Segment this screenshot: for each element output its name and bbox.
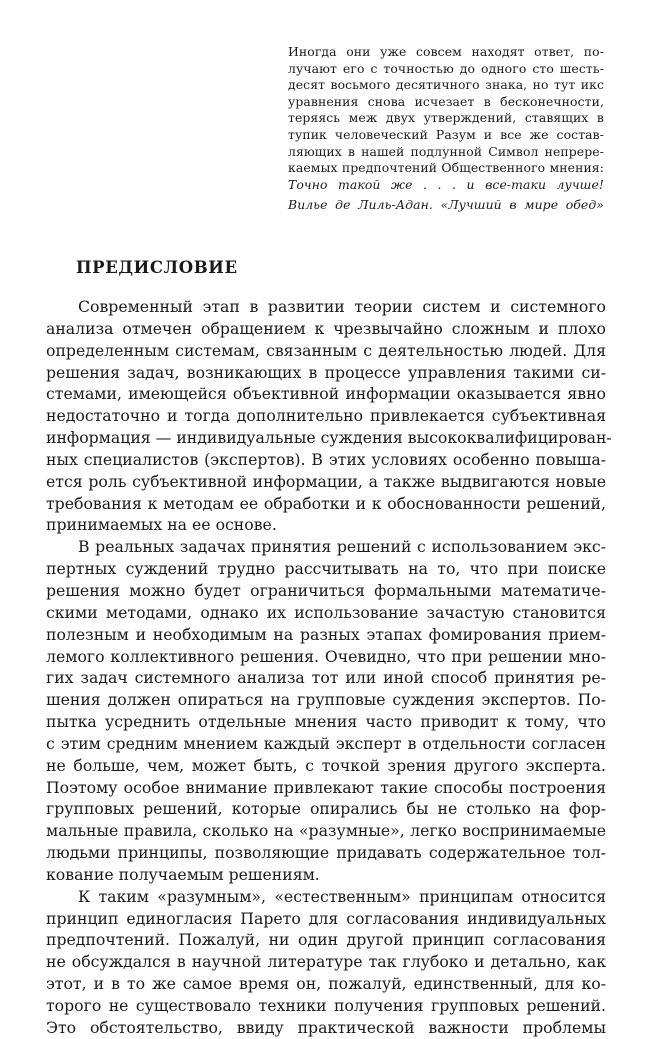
text-line: не обсуждался в научной литературе так глубоко и детально, как bbox=[46, 952, 606, 972]
epigraph-attribution: Вилье де Лиль-Адан. «Лучший в мире обед» bbox=[288, 197, 604, 213]
epigraph-line: уравнения снова исчезает в бесконечности, bbox=[288, 93, 604, 109]
epigraph bbox=[288, 44, 604, 214]
text-line: ется роль субъективной информации, а также выдвигаются новые bbox=[46, 471, 606, 491]
text-line: гих задач системного анализа тот или иной способ принятия ре- bbox=[46, 668, 606, 688]
text-line: определенным системам, связанным с деятельностью людей. Для bbox=[46, 340, 606, 360]
text-line: Современный этап в развитии теории систем и системного bbox=[78, 297, 606, 316]
text-line: торого не существовало техники получения групповых решений. bbox=[46, 996, 606, 1015]
text-line: анализа отмечен обращением к чрезвычайно сложным и плохо bbox=[46, 318, 606, 338]
text-line: лемого коллективного решения. Очевидно, что при решении мно- bbox=[46, 646, 606, 666]
body-text bbox=[46, 296, 612, 1039]
text-line: скими методами, однако их использование зачастую становится bbox=[46, 602, 606, 622]
text-line: пертных суждений трудно рассчитывать на то, что при поиске bbox=[46, 559, 606, 579]
epigraph-line: Иногда они уже совсем находят ответ, по- bbox=[288, 44, 604, 59]
text-line: Это обстоятельство, ввиду практической важности проблемы bbox=[46, 1017, 606, 1037]
text-line: недостаточно и тогда дополнительно привлекается субъективная bbox=[46, 406, 606, 426]
text-line: ных специалистов (экспертов). В этих условиях особенно повыша- bbox=[46, 449, 606, 469]
text-line: мальные правила, сколько на «разумные», легко воспринимаемые bbox=[46, 821, 606, 841]
text-line: кование получаемым решениям. bbox=[46, 864, 320, 884]
epigraph-line: лучают его с точностью до одного сто шесть- bbox=[288, 60, 604, 76]
epigraph-line: каемых предпочтений Общественного мнения: bbox=[288, 160, 604, 176]
epigraph-line: теряясь меж двух утверждений, ставящих в bbox=[288, 110, 604, 126]
text-line: пытка усреднить отдельные мнения часто приводит к тому, что bbox=[46, 712, 606, 732]
text-line: с этим средним мнением каждый эксперт в отдельности согласен bbox=[46, 733, 606, 753]
text-line: Поэтому особое внимание привлекают такие способы построения bbox=[46, 777, 606, 797]
section-heading: ПРЕДИСЛОВИЕ bbox=[76, 258, 238, 277]
text-line: групповых решений, которые опирались бы не столько на фор- bbox=[46, 799, 606, 819]
text-line: стемами, имеющейся объективной информации оказывается явно bbox=[46, 384, 606, 404]
text-line: принцип единогласия Парето для согласования индивидуальных bbox=[46, 908, 606, 928]
text-line: К таким «разумным», «естественным» принципам относится bbox=[78, 886, 606, 906]
text-line: принимаемых на ее основе. bbox=[46, 515, 277, 535]
text-line: полезным и необходимым на разных этапах фомирования прием- bbox=[46, 624, 606, 644]
epigraph-quote: Точно такой же . . . и все-таки лучше! bbox=[288, 176, 604, 192]
text-line: информация — индивидуальные суждения высококвалифицирован- bbox=[46, 428, 612, 448]
epigraph-line: десят восьмого десятичного знака, но тут икс bbox=[288, 77, 604, 93]
text-line: В реальных задачах принятия решений с использованием экс- bbox=[78, 537, 606, 557]
text-line: решения задач, возникающих в процессе управления такими си- bbox=[46, 362, 606, 382]
text-line: требования к методам ее обработки и к обоснованности решений, bbox=[46, 493, 606, 513]
epigraph-line: ляющих в нашей подлунной Символ непрере- bbox=[288, 143, 604, 159]
text-line: не больше, чем, может быть, с точкой зрения другого эксперта. bbox=[46, 755, 606, 775]
text-line: решения можно будет ограничиться формальными математиче- bbox=[46, 580, 606, 600]
text-line: этот, и в то же самое время он, пожалуй, единственный, для ко- bbox=[46, 974, 606, 994]
text-line: шения должен опираться на групповые суждения экспертов. По- bbox=[46, 690, 606, 710]
text-line: предпочтений. Пожалуй, ни один другой принцип согласования bbox=[46, 930, 606, 950]
text-line: людьми принципы, позволяющие придавать содержательное тол- bbox=[46, 843, 606, 863]
epigraph-line: тупик человеческий Разум и все же состав- bbox=[288, 126, 604, 142]
